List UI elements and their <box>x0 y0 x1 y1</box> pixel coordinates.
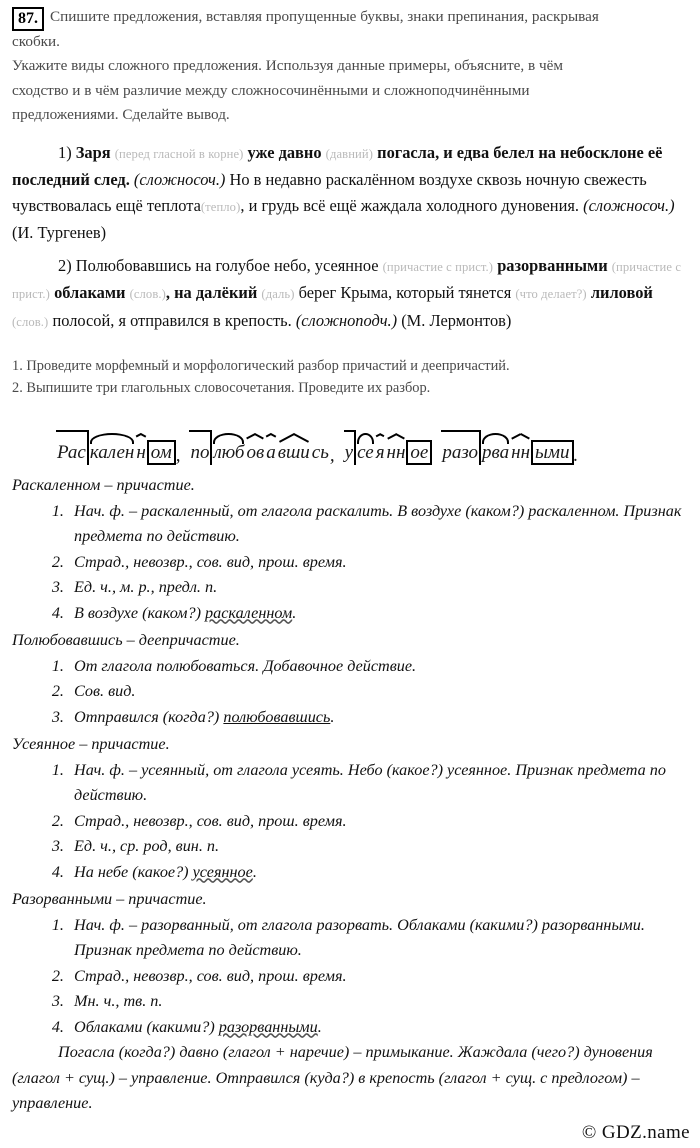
analysis-block-useyannoe <box>12 732 686 885</box>
sentence-1-type-tag-1: (сложносоч.) <box>133 170 226 189</box>
analysis-list-item: 2. Страд., невозвр., сов. вид, прош. время. <box>68 550 686 576</box>
exercise-instruction-primary <box>12 6 686 31</box>
sentence-examples <box>0 126 700 336</box>
analysis-list-item: 3. Ед. ч., ср. род, вин. п. <box>68 834 686 860</box>
sentence-1-type-tag-2: (сложносоч.) <box>583 195 675 215</box>
sentence-1-text-3: погасла, и едва белел на небосклоне её последний след. <box>12 142 663 189</box>
suffix-segment: нн <box>510 432 531 465</box>
analysis-list-item: 1. Нач. ф. – раскаленный, от глагола раскалить. В воздухе (каком?) раскаленном. Признак предмета по действию. <box>68 499 686 550</box>
sentence-1-text-2: уже давно <box>247 142 322 162</box>
ending-segment: ом <box>147 440 176 465</box>
exercise-instruction-line1: Спишите предложения, вставляя пропущенные буквы, знаки препинания, раскрывая <box>50 8 599 25</box>
sentence-2-author: (М. Лермонтов) <box>401 310 512 330</box>
sentence-1-text-5: , и грудь всё ещё жаждала холодного дуновения. <box>240 195 579 215</box>
sentence-1-text-4: Но в недавно раскалённом воздухе сквозь ночную свежесть чувствовалась ещё теплота <box>12 170 647 215</box>
sentence-1-note-3: (тепло) <box>200 199 241 214</box>
analysis-list-item: 4. Облаками (какими?) разорванными. <box>68 1015 686 1041</box>
analysis-heading: Раскаленном – причастие. <box>12 476 195 494</box>
sentence-1-note-1: (перед гласной в корне) <box>114 146 244 161</box>
exercise-header <box>0 0 700 126</box>
sentence-item-1 <box>12 140 686 246</box>
analysis-item-list <box>12 654 686 731</box>
analysis-list-item: 1. От глагола полюбоваться. Добавочное действие. <box>68 654 686 680</box>
closing-paragraph: Погасла (когда?) давно (глагол + наречие) – примыкание. Жаждала (чего?) дуновения (глагол + сущ.) – управление. Отправился (куда?) в крепость (глагол + сущ. с предлогом) – управление. <box>12 1043 653 1112</box>
suffix-segment-2: а <box>265 432 277 465</box>
analysis-heading: Разорванными – причастие. <box>12 890 207 908</box>
morpheme-analysis-diagram <box>0 425 700 465</box>
analysis-block-raskalennom <box>12 473 686 626</box>
sentence-2-note-5: (что делает?) <box>515 287 587 301</box>
analysis-block-polyubovavshis <box>12 628 686 730</box>
morphological-analysis-sections <box>0 469 700 1117</box>
subtask-item-2: 2. Выпишите три глагольных словосочетания. Проведите их разбор. <box>12 380 431 396</box>
morpheme-word-polyubovavshis <box>189 430 334 465</box>
suffix-segment: н <box>135 432 146 465</box>
sentence-2-note-6: (слов.) <box>12 314 49 329</box>
footer-copyright: © GDZ.name <box>581 1122 690 1143</box>
suffix-segment-2: нн <box>386 432 407 465</box>
sentence-2-text-6: лиловой <box>590 283 653 302</box>
analysis-list-item: 2. Страд., невозвр., сов. вид, прош. время. <box>68 964 686 990</box>
wavy-underlined-word: разорванными <box>218 1017 318 1036</box>
sentence-2-text-2: разорванными <box>497 255 608 275</box>
prefix-segment: разо <box>441 430 481 465</box>
dot-dash-underlined-word: полюбовавшись <box>223 707 331 726</box>
root-segment: люб <box>212 432 245 465</box>
subtask-item-1: 1. Проведите морфемный и морфологический разбор причастий и деепричастий. <box>12 358 510 374</box>
exercise-instruction-line4: сходство и в чём различие между сложносочинёнными и сложноподчинёнными <box>12 81 530 99</box>
sentence-2-note-4: (даль) <box>261 287 295 301</box>
sentence-1-author: (И. Тургенев) <box>12 223 107 242</box>
sentence-2-text-5: берег Крыма, который тянется <box>298 283 512 302</box>
root-segment: се <box>356 432 375 465</box>
sentence-2-text-7: полосой, я отправился в крепость. <box>52 310 292 330</box>
exercise-instruction-line2: скобки. <box>12 33 60 50</box>
wavy-underlined-word: усеянное <box>192 862 253 881</box>
analysis-list-item: 2. Сов. вид. <box>68 679 686 705</box>
postfix-segment: сь <box>311 442 329 463</box>
analysis-list-item: 1. Нач. ф. – усеянный, от глагола усеять. Небо (какое?) усеянное. Признак предмета по действию. <box>68 758 686 809</box>
sentence-2-type-tag: (сложноподч.) <box>295 310 398 330</box>
analysis-list-item: 3. Мн. ч., тв. п. <box>68 989 686 1015</box>
analysis-list-item: 3. Ед. ч., м. р., предл. п. <box>68 575 686 601</box>
ending-segment: ое <box>406 440 432 465</box>
exercise-instruction-line3: Укажите виды сложного предложения. Используя данные примеры, объясните, в чём <box>12 57 563 74</box>
exercise-instruction-line5: предложениями. Сделайте вывод. <box>12 106 230 123</box>
analysis-heading: Полюбовавшись – деепричастие. <box>12 631 240 649</box>
morpheme-word-useyannoe <box>344 430 433 465</box>
sentence-2-text-1: Полюбовавшись на голубое небо, усеянное <box>75 255 379 275</box>
exercise-number-badge: 87. <box>12 7 44 31</box>
morpheme-word-razorvannymi <box>441 430 578 465</box>
sentence-2-note-3: (слов.) <box>129 287 166 301</box>
sentence-2-text-4: , на далёкий <box>165 283 258 302</box>
sentence-2-text-3: облаками <box>54 283 126 302</box>
trailing-punctuation: , <box>175 445 181 466</box>
analysis-item-list <box>12 758 686 886</box>
prefix-segment: Рас <box>56 430 89 465</box>
prefix-segment: по <box>189 430 212 465</box>
sentence-2-marker: 2) <box>58 255 72 275</box>
root-segment: рва <box>481 432 510 465</box>
suffix-segment-1: я <box>375 432 386 465</box>
trailing-punctuation: , <box>329 445 335 466</box>
morpheme-word-raskalennom <box>56 430 180 465</box>
analysis-list-item: 3. Отправился (когда?) полюбовавшись. <box>68 705 686 731</box>
sentence-item-2 <box>12 253 686 336</box>
analysis-item-list <box>12 913 686 1041</box>
sentence-2-note-1: (причастие с прист.) <box>382 259 494 274</box>
trailing-punctuation: . <box>573 445 579 466</box>
subtask-list <box>0 337 700 399</box>
analysis-item-list <box>12 499 686 627</box>
analysis-list-item: 2. Страд., невозвр., сов. вид, прош. время. <box>68 809 686 835</box>
analysis-block-razorvannymi <box>12 887 686 1040</box>
analysis-list-item: 4. На небе (какое?) усеянное. <box>68 860 686 886</box>
wavy-underlined-word: раскаленном <box>205 603 293 622</box>
sentence-1-text-1: Заря <box>75 142 111 162</box>
analysis-heading: Усеянное – причастие. <box>12 735 170 753</box>
analysis-list-item: 4. В воздухе (каком?) раскаленном. <box>68 601 686 627</box>
analysis-list-item: 1. Нач. ф. – разорванный, от глагола разорвать. Облаками (какими?) разорванными. Признак предмета по действию. <box>68 913 686 964</box>
sentence-1-note-2: (давний) <box>325 146 374 161</box>
suffix-segment-3: вши <box>277 432 311 465</box>
sentence-2-note-2: (причастие с прист.) <box>12 259 682 301</box>
prefix-segment: у <box>344 430 356 465</box>
ending-segment: ыми <box>531 440 574 465</box>
sentence-1-marker: 1) <box>58 142 72 162</box>
suffix-segment-1: ов <box>245 432 265 465</box>
root-segment: кален <box>89 432 136 465</box>
